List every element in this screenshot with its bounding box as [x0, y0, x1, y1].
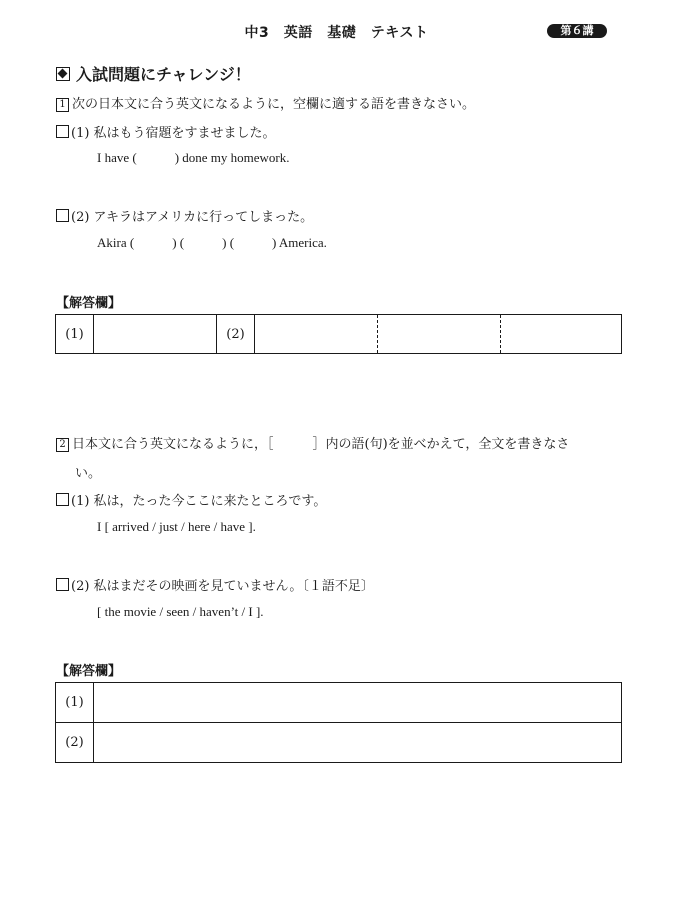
answer-num: (2) [56, 723, 94, 763]
checkbox-icon[interactable] [56, 493, 69, 506]
answer-field-2b[interactable] [378, 315, 501, 354]
english-part: ) America. [272, 235, 327, 250]
q2-item-1-label: (1) 私は，たった今ここに来たところです。 [71, 494, 327, 509]
q2-answer-label: 【解答欄】 [56, 664, 122, 679]
english-part: I have ( [97, 150, 137, 165]
q2-item-1-english: I [ arrived / just / here / have ]. [97, 519, 256, 534]
answer-field-1[interactable] [94, 683, 622, 723]
q1-item-2-english [97, 235, 327, 251]
english-part: Akira ( [97, 235, 135, 250]
q2-answer-table [55, 682, 622, 763]
q2-item-2 [56, 575, 374, 594]
q1-answer-table [55, 314, 622, 354]
answer-num: (2) [217, 315, 255, 354]
english-part: ) ( [172, 235, 185, 250]
answer-field-2[interactable] [94, 723, 622, 763]
q1-answer-label: 【解答欄】 [56, 296, 122, 311]
q2-number-box: 2 [56, 438, 69, 452]
answer-field-1[interactable] [94, 315, 217, 354]
q1-instruction [56, 93, 475, 112]
section-title [56, 62, 251, 85]
answer-num: (1) [56, 683, 94, 723]
q1-number-box: 1 [56, 98, 69, 112]
answer-field-2a[interactable] [255, 315, 378, 354]
answer-field-2c[interactable] [501, 315, 622, 354]
q2-instruction [56, 433, 569, 452]
q1-item-1-english [97, 150, 290, 166]
lesson-badge: 第６講 [547, 24, 607, 38]
q2-instruction-text: 日本文に合う英文になるように，［ ］内の語(句)を並べかえて，全文を書きなさ [72, 437, 570, 452]
q2-item-2-english: [ the movie / seen / haven’t / I ]. [97, 604, 264, 619]
q1-item-1 [56, 122, 276, 141]
q1-item-2 [56, 206, 313, 225]
english-part: ) ( [222, 235, 235, 250]
q1-item-1-label: (1) 私はもう宿題をすませました。 [71, 126, 276, 141]
checkbox-icon[interactable] [56, 578, 69, 591]
checkbox-icon[interactable] [56, 209, 69, 222]
diamond-bullet-icon [56, 67, 70, 81]
q2-item-2-label: (2) 私はまだその映画を見ていません。〔１語不足〕 [71, 579, 374, 594]
section-title-text: 入試問題にチャレンジ！ [76, 65, 251, 84]
q2-instruction-line2: い。 [75, 466, 102, 481]
english-part: ) done my homework. [174, 150, 290, 165]
answer-num: (1) [56, 315, 94, 354]
q1-instruction-text: 次の日本文に合う英文になるように，空欄に適する語を書きなさい。 [72, 97, 476, 112]
checkbox-icon[interactable] [56, 125, 69, 138]
q1-item-2-label: (2) アキラはアメリカに行ってしまった。 [71, 210, 314, 225]
page-header-title: 中3 英語 基礎 テキスト [244, 25, 429, 41]
q2-item-1 [56, 490, 326, 509]
